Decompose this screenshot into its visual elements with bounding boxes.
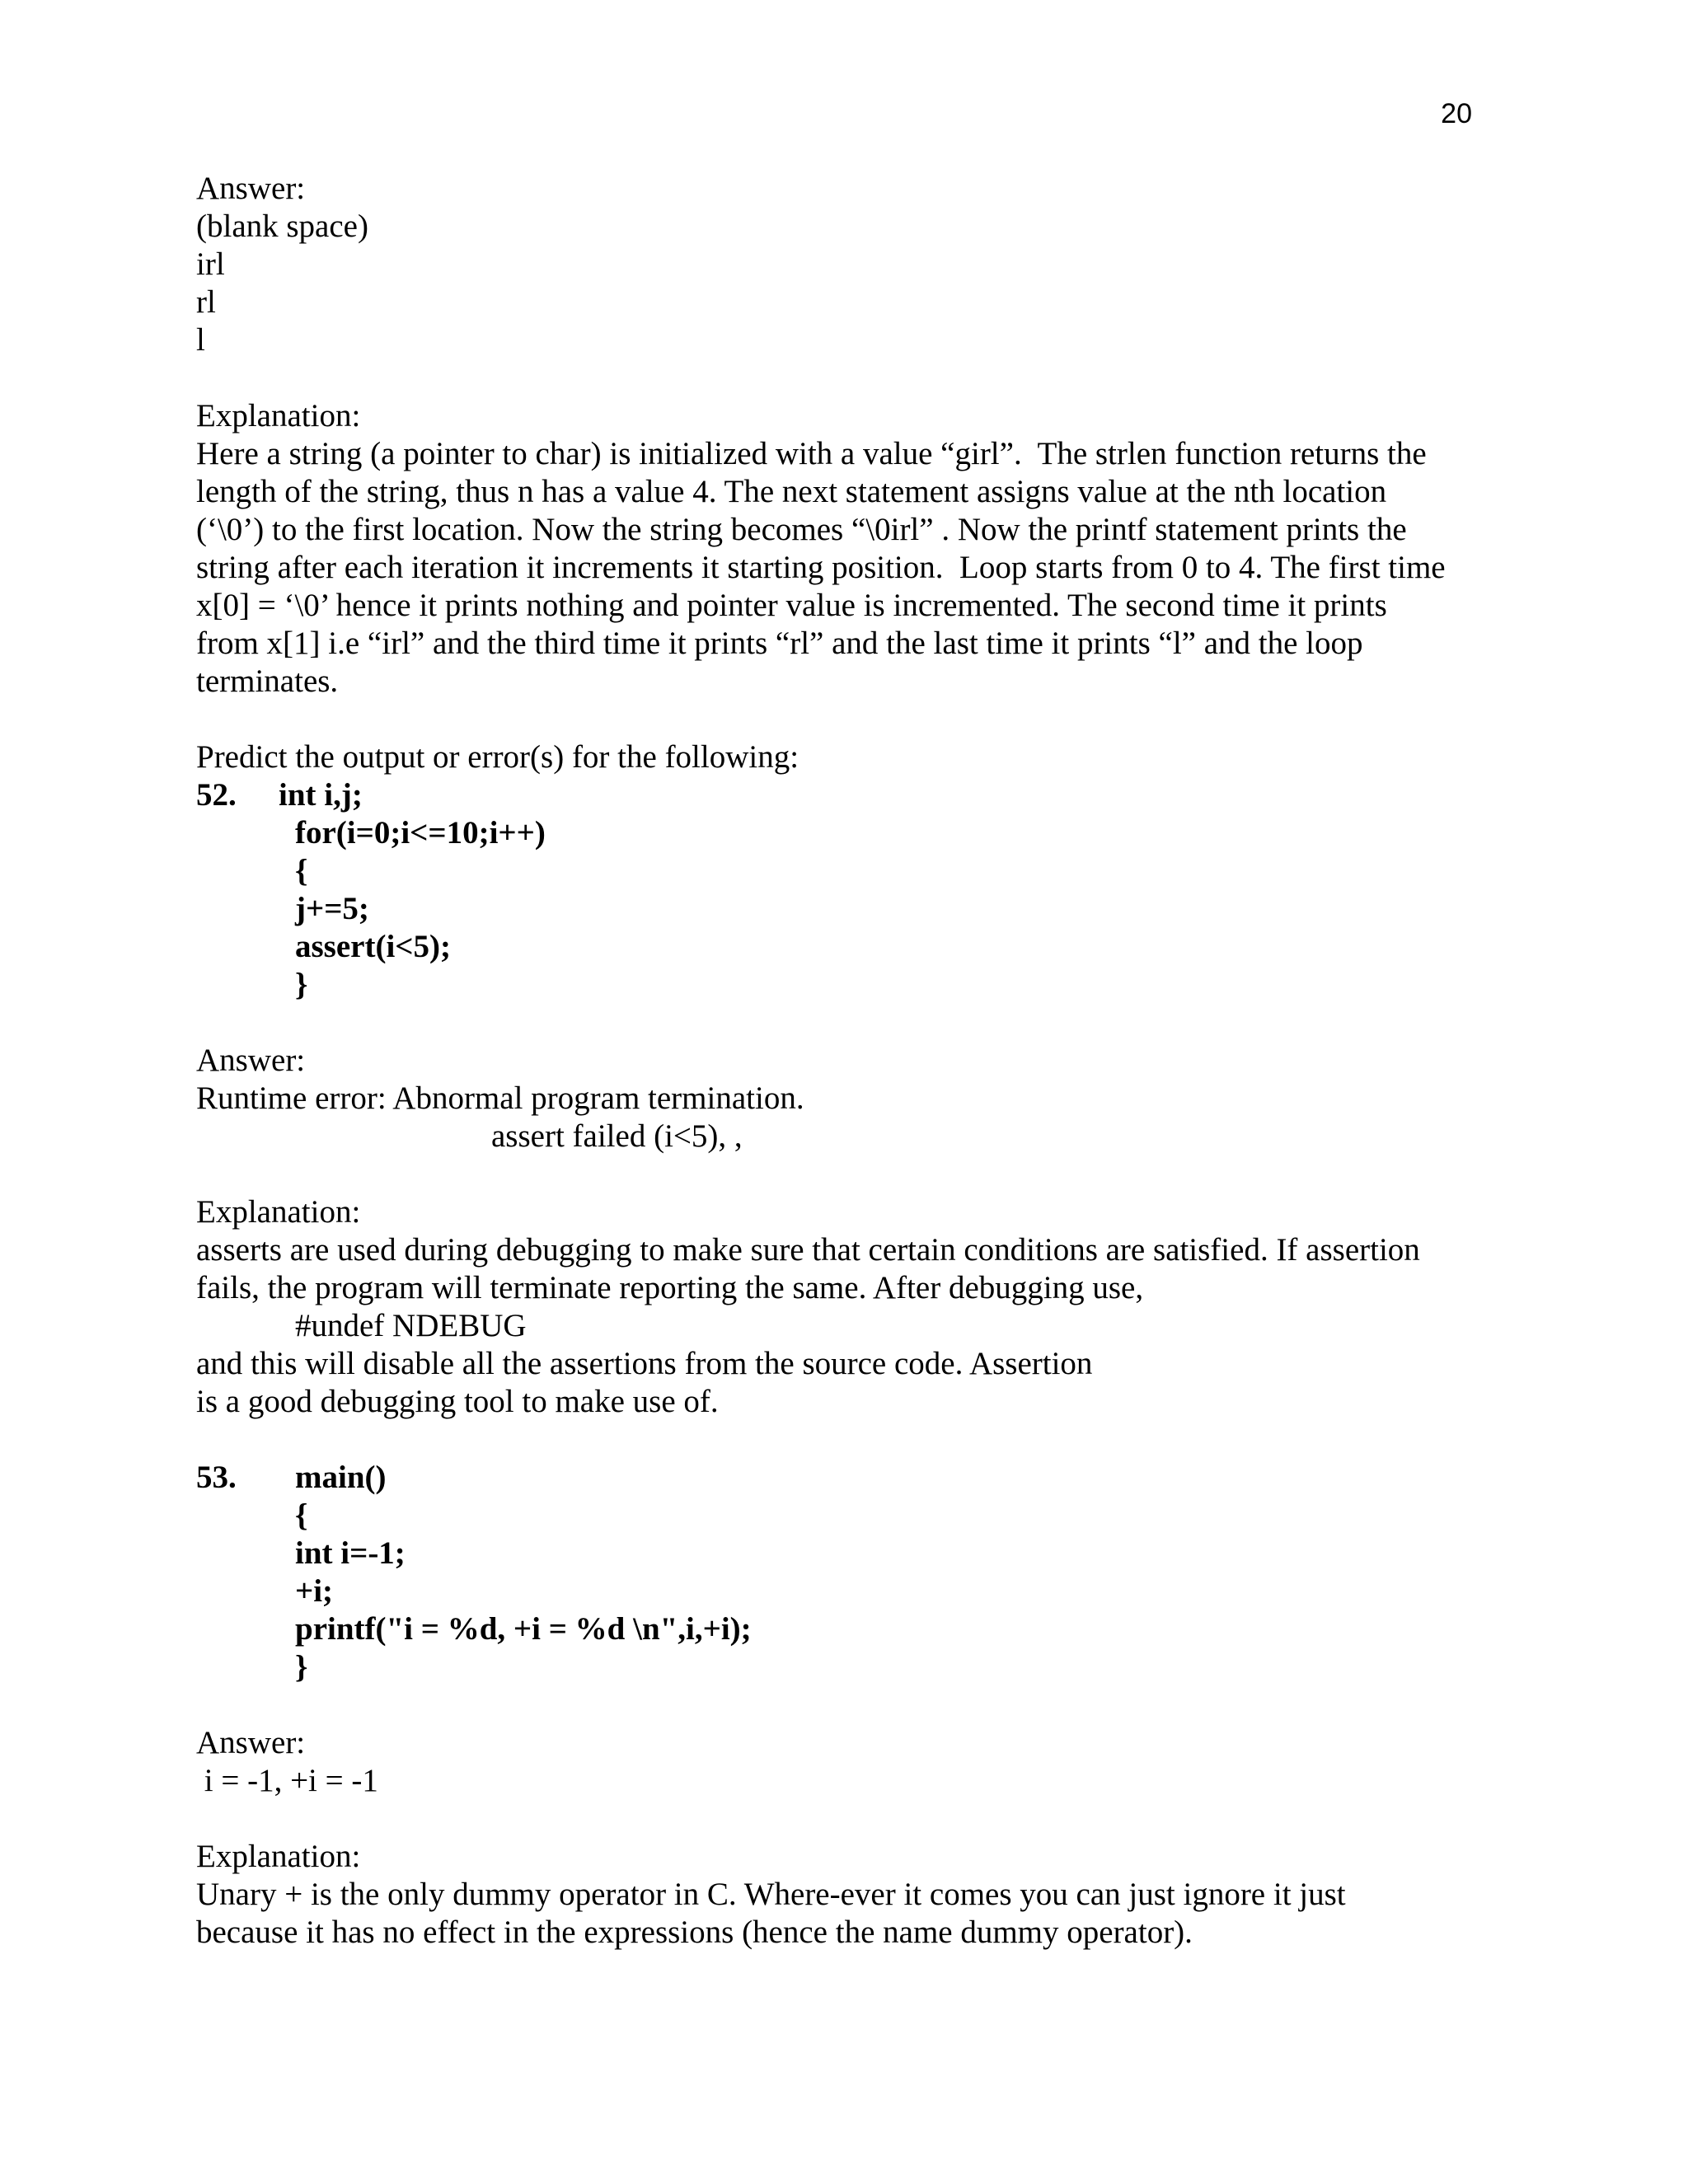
explanation-line: x[0] = ‘\0’ hence it prints nothing and pointer value is incremented. The second time it prints xyxy=(196,588,1387,623)
code-line: { xyxy=(295,1497,308,1533)
answer-label: Answer: xyxy=(196,1043,306,1078)
code-line: int i,j; xyxy=(279,777,363,813)
explanation-line: #undef NDEBUG xyxy=(295,1308,527,1343)
explanation-line: string after each iteration it increments it starting position. Loop starts from 0 to 4. The first time xyxy=(196,550,1446,585)
code-line: } xyxy=(295,967,308,1002)
explanation-line: asserts are used during debugging to make sure that certain conditions are satisfied. If assertion xyxy=(196,1232,1420,1268)
answer-line: assert failed (i<5), , xyxy=(491,1118,743,1154)
code-line: j+=5; xyxy=(295,891,369,926)
answer-line: irl xyxy=(196,246,225,282)
code-line: } xyxy=(295,1649,308,1685)
answer-line: Runtime error: Abnormal program termination. xyxy=(196,1080,804,1116)
question-number: 53. xyxy=(196,1460,237,1495)
explanation-label: Explanation: xyxy=(196,398,361,434)
explanation-line: from x[1] i.e “irl” and the third time it prints “rl” and the last time it prints “l” and the loop xyxy=(196,626,1363,661)
answer-label: Answer: xyxy=(196,1725,306,1760)
explanation-line: Unary + is the only dummy operator in C. Where-ever it comes you can just ignore it just xyxy=(196,1877,1346,1912)
code-line: { xyxy=(295,853,308,888)
explanation-line: length of the string, thus n has a value 4. The next statement assigns value at the nth location xyxy=(196,474,1387,509)
explanation-line: terminates. xyxy=(196,663,339,699)
explanation-line: and this will disable all the assertions from the source code. Assertion xyxy=(196,1346,1093,1381)
predict-prompt: Predict the output or error(s) for the following: xyxy=(196,739,799,775)
answer-line: (blank space) xyxy=(196,209,368,244)
explanation-line: because it has no effect in the expressions (hence the name dummy operator). xyxy=(196,1915,1193,1950)
code-line: assert(i<5); xyxy=(295,929,451,964)
answer-line: rl xyxy=(196,284,216,320)
page-number: 20 xyxy=(1441,98,1472,129)
code-line: +i; xyxy=(295,1573,334,1609)
code-line: printf("i = %d, +i = %d \n",i,+i); xyxy=(295,1611,752,1647)
code-line: main() xyxy=(295,1460,387,1495)
code-line: int i=-1; xyxy=(295,1535,406,1571)
explanation-line: (‘\0’) to the first location. Now the string becomes “\0irl” . Now the printf statement prints the xyxy=(196,512,1407,547)
explanation-label: Explanation: xyxy=(196,1839,361,1874)
explanation-line: is a good debugging tool to make use of. xyxy=(196,1384,719,1419)
answer-line: l xyxy=(196,322,205,358)
code-line: for(i=0;i<=10;i++) xyxy=(295,815,546,851)
answer-label: Answer: xyxy=(196,171,306,206)
explanation-line: Here a string (a pointer to char) is initialized with a value “girl”. The strlen function returns the xyxy=(196,436,1427,471)
question-number: 52. xyxy=(196,777,237,813)
answer-line: i = -1, +i = -1 xyxy=(196,1763,378,1798)
explanation-label: Explanation: xyxy=(196,1194,361,1230)
explanation-line: fails, the program will terminate reporting the same. After debugging use, xyxy=(196,1270,1144,1305)
